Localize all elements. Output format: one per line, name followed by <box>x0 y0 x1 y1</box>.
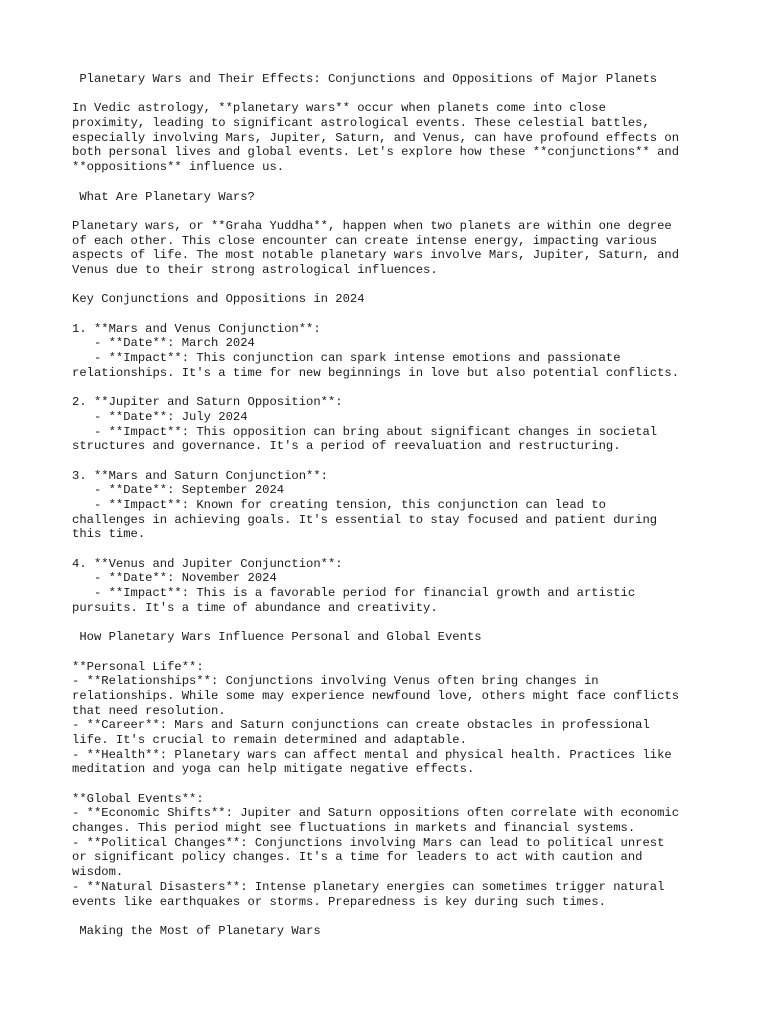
blank-line <box>72 615 712 630</box>
text-line: events like earthquakes or storms. Preparedness is key during such times. <box>72 894 606 909</box>
text-line: 2. **Jupiter and Saturn Opposition**: <box>72 395 343 410</box>
text-line: - **Relationships**: Conjunctions involving Venus often bring changes in <box>72 674 599 689</box>
text-line: **Global Events**: <box>72 791 204 806</box>
text-line: proximity, leading to significant astrological events. These celestial battles, <box>72 116 650 131</box>
text-line: - **Impact**: This is a favorable period for financial growth and artistic <box>72 586 636 601</box>
text-line: Key Conjunctions and Oppositions in 2024 <box>72 292 365 307</box>
text-line: or significant policy changes. It's a time for leaders to act with caution and <box>72 850 643 865</box>
text-line: 3. **Mars and Saturn Conjunction**: <box>72 468 328 483</box>
blank-line <box>72 87 712 102</box>
text-line: meditation and yoga can help mitigate negative effects. <box>72 762 475 777</box>
text-line: structures and governance. It's a period of reevaluation and restructuring. <box>72 439 621 454</box>
blank-line <box>72 542 712 557</box>
text-line: of each other. This close encounter can create intense energy, impacting various <box>72 233 658 248</box>
blank-line <box>72 278 712 293</box>
blank-line <box>72 307 712 322</box>
text-line: that need resolution. <box>72 703 226 718</box>
text-line: pursuits. It's a time of abundance and creativity. <box>72 600 438 615</box>
text-line: - **Natural Disasters**: Intense planetary energies can sometimes trigger natural <box>72 879 665 894</box>
text-line: Planetary wars, or **Graha Yuddha**, happen when two planets are within one degree <box>72 218 672 233</box>
text-line: challenges in achieving goals. It's essential to stay focused and patient during <box>72 512 658 527</box>
text-line: wisdom. <box>72 865 124 880</box>
text-line: - **Date**: November 2024 <box>72 571 277 586</box>
text-line: especially involving Mars, Jupiter, Saturn, and Venus, can have profound effects on <box>72 130 680 145</box>
blank-line <box>72 777 712 792</box>
text-line: Planetary Wars and Their Effects: Conjunctions and Oppositions of Major Planets <box>72 72 658 86</box>
text-line: - **Political Changes**: Conjunctions involving Mars can lead to political unrest <box>72 835 665 850</box>
text-line: **Personal Life**: <box>72 659 204 674</box>
text-line: Making the Most of Planetary Wars <box>72 923 321 938</box>
text-line: Venus due to their strong astrological influences. <box>72 262 438 277</box>
text-line: - **Date**: July 2024 <box>72 409 248 424</box>
text-line: - **Economic Shifts**: Jupiter and Saturn oppositions often correlate with economic <box>72 806 680 821</box>
text-line: relationships. It's a time for new beginnings in love but also potential conflicts. <box>72 365 680 380</box>
text-line: relationships. While some may experience newfound love, others might face conflicts <box>72 688 680 703</box>
blank-line <box>72 380 712 395</box>
text-line: How Planetary Wars Influence Personal and Global Events <box>72 630 482 645</box>
text-line: 4. **Venus and Jupiter Conjunction**: <box>72 556 343 571</box>
text-line: 1. **Mars and Venus Conjunction**: <box>72 321 321 336</box>
blank-line <box>72 454 712 469</box>
text-line: life. It's crucial to remain determined and adaptable. <box>72 732 467 747</box>
blank-line <box>72 909 712 924</box>
text-line: aspects of life. The most notable planetary wars involve Mars, Jupiter, Saturn, and <box>72 248 680 263</box>
text-line: What Are Planetary Wars? <box>72 189 255 204</box>
text-line: - **Impact**: Known for creating tension, this conjunction can lead to <box>72 497 606 512</box>
text-line: this time. <box>72 527 146 542</box>
blank-line <box>72 175 712 190</box>
text-line: both personal lives and global events. Let's explore how these **conjunctions** and <box>72 145 680 160</box>
text-line: changes. This period might see fluctuations in markets and financial systems. <box>72 821 636 836</box>
text-line: - **Date**: September 2024 <box>72 483 285 498</box>
document-page <box>72 72 712 939</box>
blank-line <box>72 204 712 219</box>
text-line: - **Date**: March 2024 <box>72 336 255 351</box>
text-line: In Vedic astrology, **planetary wars** occur when planets come into close <box>72 101 606 116</box>
text-line: - **Health**: Planetary wars can affect mental and physical health. Practices like <box>72 747 672 762</box>
text-line: - **Career**: Mars and Saturn conjunctions can create obstacles in professional <box>72 718 650 733</box>
text-line: **oppositions** influence us. <box>72 160 285 175</box>
text-line: - **Impact**: This opposition can bring about significant changes in societal <box>72 424 658 439</box>
text-line: - **Impact**: This conjunction can spark intense emotions and passionate <box>72 351 621 366</box>
blank-line <box>72 645 712 660</box>
